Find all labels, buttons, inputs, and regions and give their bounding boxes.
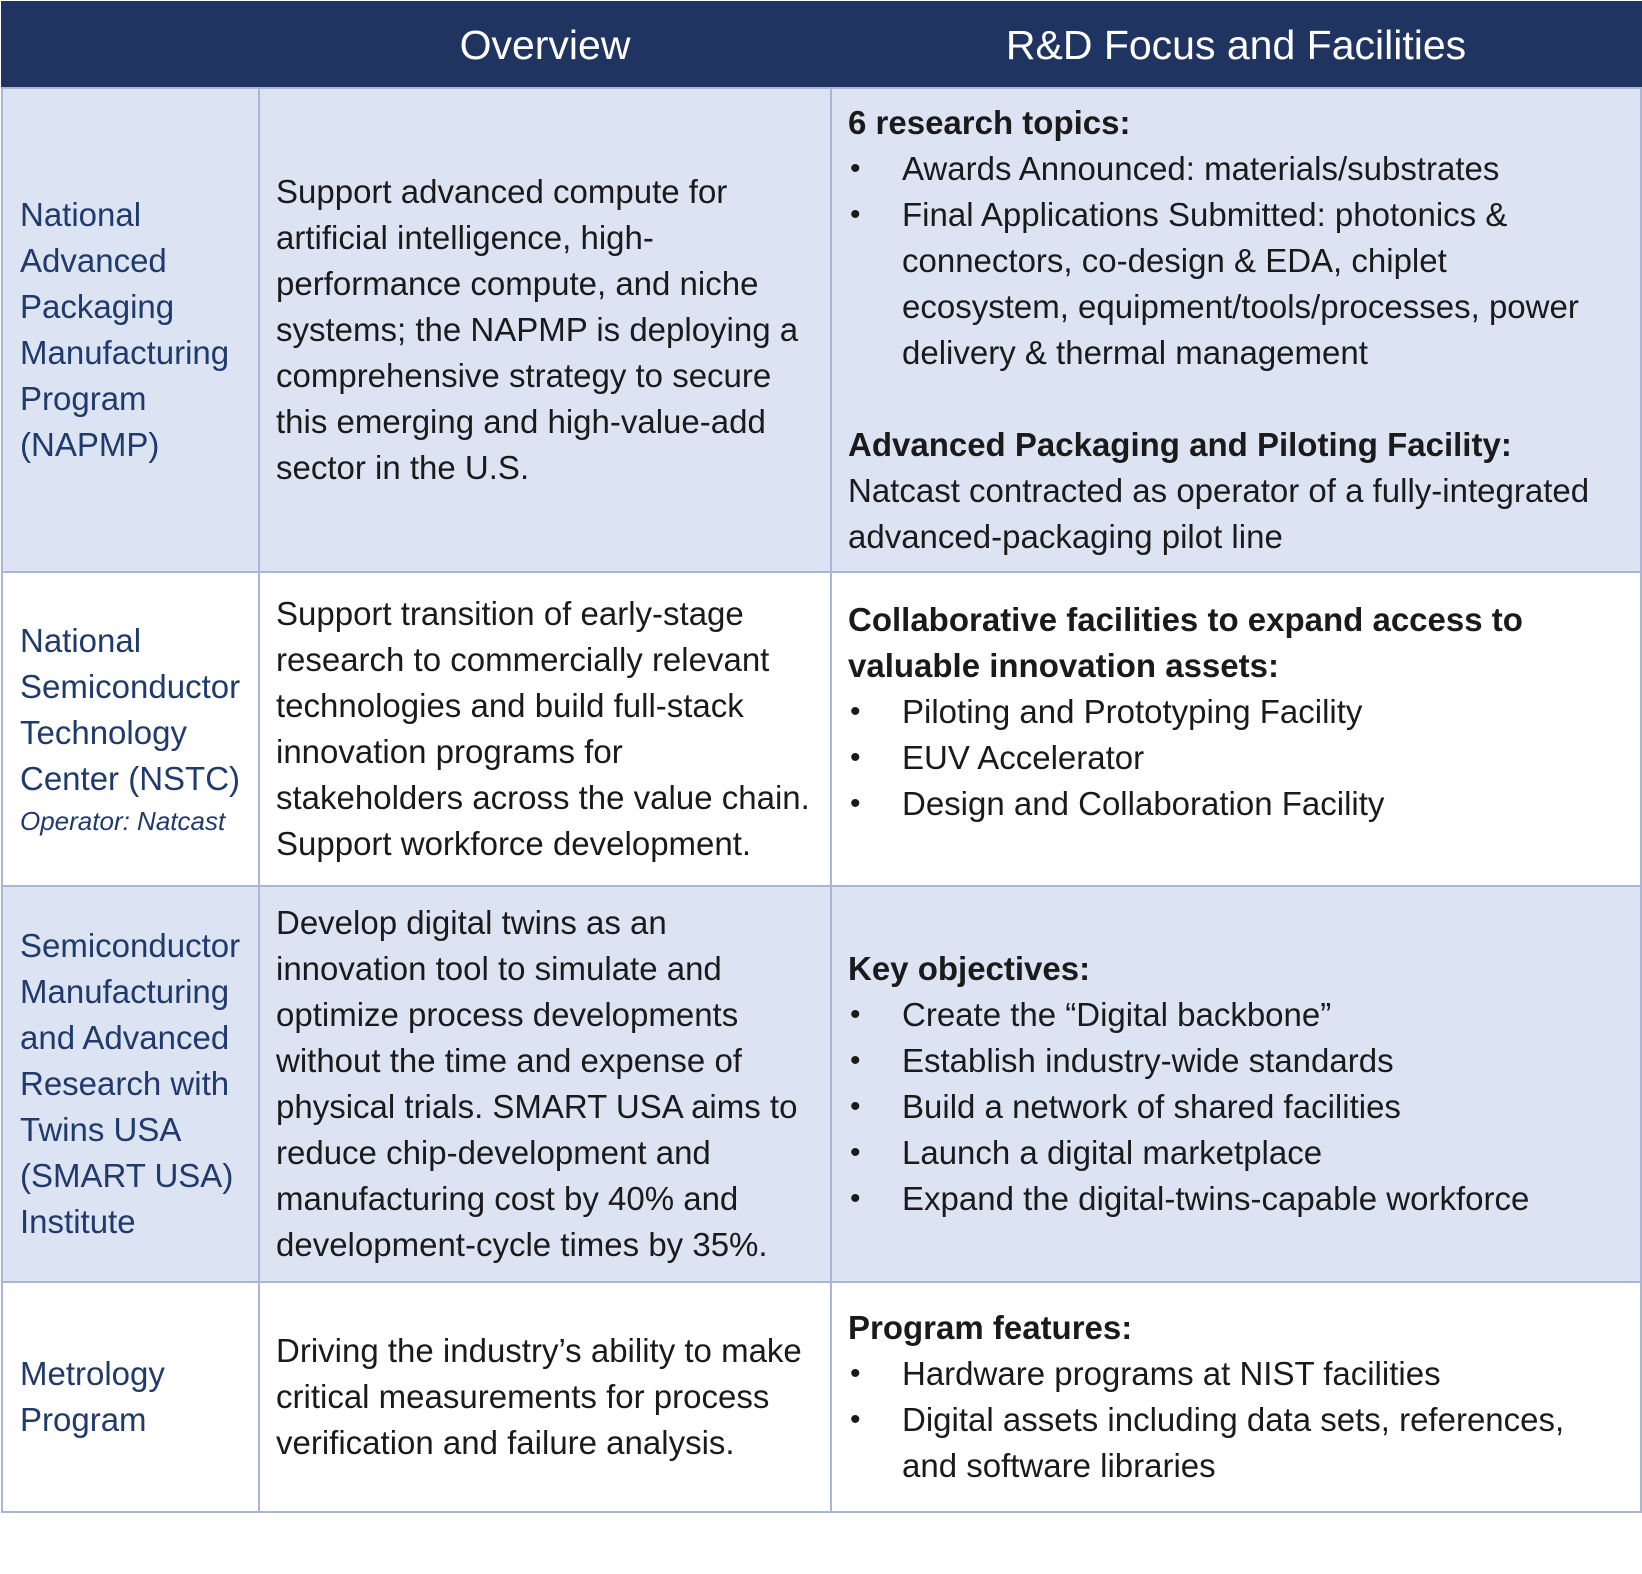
focus-heading-2: Advanced Packaging and Piloting Facility: (848, 426, 1512, 463)
list-item: • Hardware programs at NIST facilities (848, 1351, 1620, 1397)
table-row (2, 572, 1641, 886)
focus-heading: Key objectives: (848, 950, 1091, 987)
program-name-line: Twins USA (20, 1111, 182, 1148)
program-name-line: Center (NSTC) (20, 760, 241, 797)
list-item: • Piloting and Prototyping Facility (848, 689, 1620, 735)
table-row (2, 88, 1641, 572)
program-name-line: Technology (20, 714, 187, 751)
program-name-cell (2, 886, 259, 1282)
program-name-line: Manufacturing (20, 973, 230, 1010)
program-name-line: and Advanced (20, 1019, 230, 1056)
program-name-line: Semiconductor (20, 668, 241, 705)
focus-text-2: Natcast contracted as operator of a fully-integrated advanced-packaging pilot line (848, 472, 1590, 555)
focus-heading: Program features: (848, 1309, 1133, 1346)
program-name-line: Semiconductor (20, 927, 241, 964)
overview-text: Support transition of early-stage research to commercially relevant technologies and build full-stack innovation programs for stakeholders across the value chain. Support workforce development. (259, 572, 831, 886)
list-item: • Build a network of shared facilities (848, 1084, 1620, 1130)
program-name-line: Packaging (20, 288, 175, 325)
program-name-line: (SMART USA) (20, 1157, 234, 1194)
list-item: • Create the “Digital backbone” (848, 992, 1620, 1038)
bullet-list (848, 992, 1620, 1222)
program-name-line: Program (20, 380, 147, 417)
programs-table (1, 1, 1642, 1513)
focus-cell (831, 88, 1641, 572)
focus-cell (831, 572, 1641, 886)
focus-heading: 6 research topics: (848, 104, 1131, 141)
list-item: • Establish industry-wide standards (848, 1038, 1620, 1084)
overview-text: Develop digital twins as an innovation tool to simulate and optimize process developments without the time and expense of physical trials. SMART USA aims to reduce chip-development and manufacturing cost by 40% and development-cycle times by 35%. (259, 886, 831, 1282)
program-name-line: (NAPMP) (20, 426, 160, 463)
program-name-line: Metrology (20, 1355, 165, 1392)
header-overview: Overview (259, 2, 831, 88)
focus-heading: Collaborative facilities to expand access to valuable innovation assets: (848, 601, 1523, 684)
overview-text: Driving the industry’s ability to make critical measurements for process verification and failure analysis. (259, 1282, 831, 1512)
focus-cell (831, 1282, 1641, 1512)
program-name-line: Manufacturing (20, 334, 230, 371)
bullet-list (848, 689, 1620, 827)
program-name-line: National (20, 196, 142, 233)
operator-label: Operator: Natcast (20, 806, 226, 836)
header-program (2, 2, 259, 88)
table-row (2, 886, 1641, 1282)
bullet-list (848, 146, 1620, 376)
overview-text: Support advanced compute for artificial intelligence, high-performance compute, and niche systems; the NAPMP is deploying a comprehensive strategy to secure this emerging and high-value-add sector in the U.S. (259, 88, 831, 572)
list-item: • Launch a digital marketplace (848, 1130, 1620, 1176)
program-name-line: Advanced (20, 242, 167, 279)
header-row (2, 2, 1641, 88)
list-item: • Digital assets including data sets, references, and software libraries (848, 1397, 1620, 1489)
program-name-cell (2, 1282, 259, 1512)
list-item: • Expand the digital-twins-capable workforce (848, 1176, 1620, 1222)
program-name-cell (2, 572, 259, 886)
program-name-line: Program (20, 1401, 147, 1438)
list-item: • Awards Announced: materials/substrates (848, 146, 1620, 192)
list-item: • Design and Collaboration Facility (848, 781, 1620, 827)
program-name-line: National (20, 622, 142, 659)
list-item: • EUV Accelerator (848, 735, 1620, 781)
program-name-cell (2, 88, 259, 572)
header-focus: R&D Focus and Facilities (831, 2, 1641, 88)
focus-cell (831, 886, 1641, 1282)
program-name-line: Institute (20, 1203, 136, 1240)
list-item: • Final Applications Submitted: photonics & connectors, co-design & EDA, chiplet ecosystem, equipment/tools/processes, power delivery & thermal management (848, 192, 1620, 376)
program-name-line: Research with (20, 1065, 230, 1102)
table-row (2, 1282, 1641, 1512)
bullet-list (848, 1351, 1620, 1489)
